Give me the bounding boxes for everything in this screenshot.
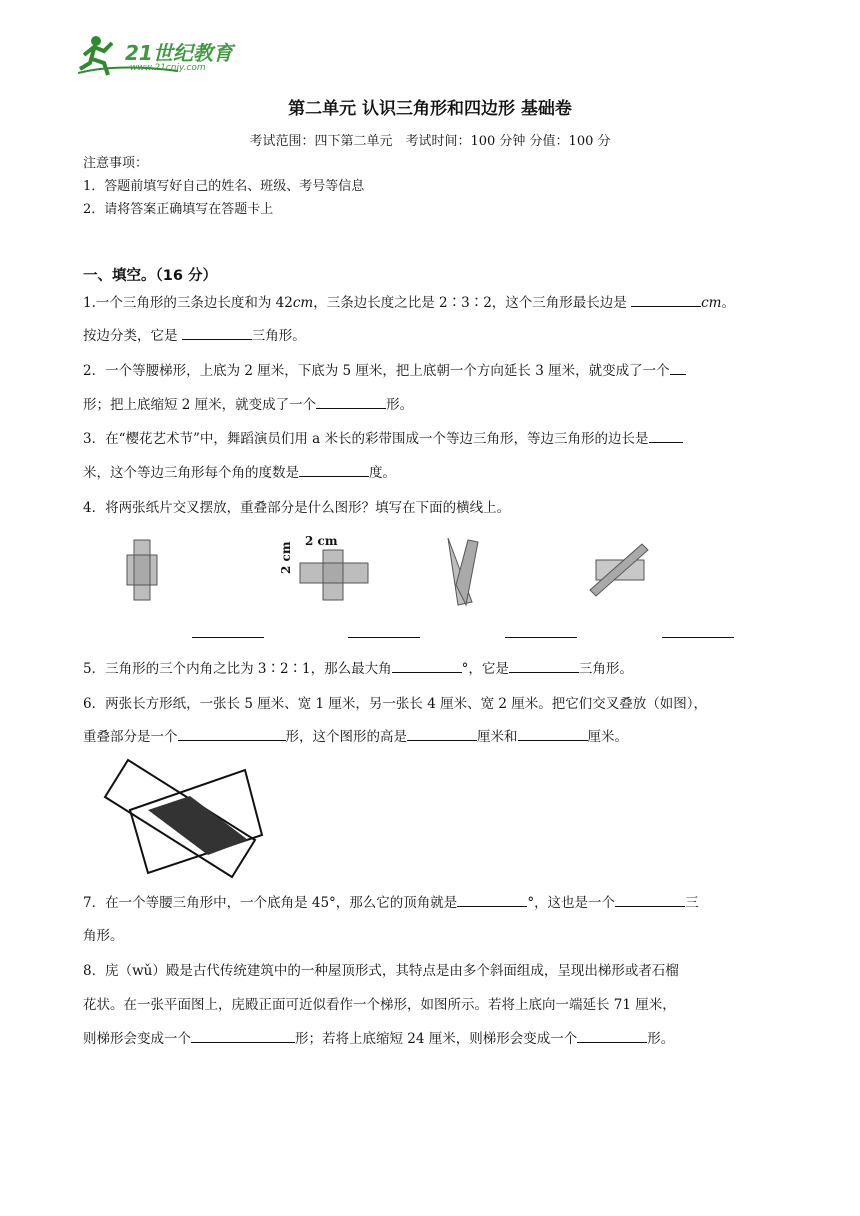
- q6-figure: [100, 755, 280, 880]
- q4-answer-blank-4[interactable]: [662, 636, 734, 638]
- answer-blank[interactable]: [316, 394, 386, 409]
- answer-blank[interactable]: [615, 892, 685, 907]
- logo-url: www.21cnjy.com: [130, 63, 206, 73]
- answer-blank[interactable]: [457, 892, 527, 907]
- q4-label-top: 2 cm: [305, 534, 338, 548]
- q4-figures: [110, 530, 710, 620]
- question-7-line-2: 角形。: [83, 928, 124, 944]
- answer-blank[interactable]: [182, 325, 252, 340]
- answer-blank[interactable]: [577, 1028, 647, 1043]
- answer-blank[interactable]: [670, 360, 686, 375]
- question-1-line-2: 按边分类，它是 三角形。: [83, 324, 783, 348]
- q4-figure-4: [590, 544, 648, 596]
- question-7: 7．在一个等腰三角形中，一个底角是 45°，那么它的顶角就是 °，这也是一个 三: [83, 891, 783, 915]
- answer-blank[interactable]: [392, 658, 462, 673]
- question-6-line-2: 重叠部分是一个 形，这个图形的高是 厘米和 厘米。: [83, 725, 783, 749]
- notes-heading: 注意事项：: [83, 156, 149, 171]
- q4-answer-blank-1[interactable]: [192, 636, 264, 638]
- question-5: 5．三角形的三个内角之比为 3∶2∶1，那么最大角 °，它是 三角形。: [83, 657, 783, 681]
- question-6: 6．两张长方形纸，一张长 5 厘米、宽 1 厘米，另一张长 4 厘米、宽 2 厘米。把它们交叉叠放（如图），: [83, 696, 708, 712]
- logo-text: 21世纪教育: [125, 41, 233, 65]
- question-1: 1.一个三角形的三条边长度和为 42cm，三条边长度之比是 2∶3∶2，这个三角形最长边是 cm。: [83, 291, 783, 315]
- answer-blank[interactable]: [299, 462, 369, 477]
- answer-blank[interactable]: [649, 428, 683, 443]
- answer-blank[interactable]: [191, 1028, 295, 1043]
- question-3-line-2: 米，这个等边三角形每个角的度数是 度。: [83, 461, 783, 485]
- answer-blank[interactable]: [631, 292, 701, 307]
- answer-blank[interactable]: [509, 658, 579, 673]
- q4-label-left: 2 cm: [279, 541, 293, 574]
- note-item-2: 2．请将答案正确填写在答题卡上: [83, 202, 274, 217]
- q4-figure-2: [300, 550, 368, 600]
- question-3: 3．在“樱花艺术节”中，舞蹈演员们用 a 米长的彩带围成一个等边三角形，等边三角形的边长是: [83, 427, 783, 451]
- note-item-1: 1．答题前填写好自己的姓名、班级、考号等信息: [83, 179, 365, 194]
- answer-blank[interactable]: [407, 726, 477, 741]
- question-2-line-2: 形；把上底缩短 2 厘米，就变成了一个 形。: [83, 393, 783, 417]
- question-2: 2．一个等腰梯形，上底为 2 厘米，下底为 5 厘米，把上底朝一个方向延长 3 厘米，就变成了一个: [83, 359, 783, 383]
- page-title: 第二单元 认识三角形和四边形 基础卷: [288, 99, 572, 119]
- question-8-line-3: 则梯形会变成一个 形；若将上底缩短 24 厘米，则梯形会变成一个 形。: [83, 1027, 783, 1051]
- q4-answer-blank-2[interactable]: [348, 636, 420, 638]
- question-4: 4．将两张纸片交叉摆放，重叠部分是什么图形？填写在下面的横线上。: [83, 500, 511, 516]
- question-8: 8．庑（wǔ）殿是古代传统建筑中的一种屋顶形式，其特点是由多个斜面组成，呈现出梯形或者石榴: [83, 963, 679, 979]
- answer-blank[interactable]: [178, 726, 286, 741]
- q4-answer-blank-3[interactable]: [505, 636, 577, 638]
- q4-figure-1: [127, 540, 157, 600]
- question-8-line-2: 花状。在一张平面图上，庑殿正面可近似看作一个梯形，如图所示。若将上底向一端延长 71 厘米，: [83, 997, 676, 1013]
- answer-blank[interactable]: [518, 726, 588, 741]
- exam-meta: 考试范围：四下第二单元 考试时间：100 分钟 分值：100 分: [249, 134, 611, 149]
- q4-figure-3: [448, 538, 478, 605]
- section-heading: 一、填空。（16 分）: [83, 268, 217, 284]
